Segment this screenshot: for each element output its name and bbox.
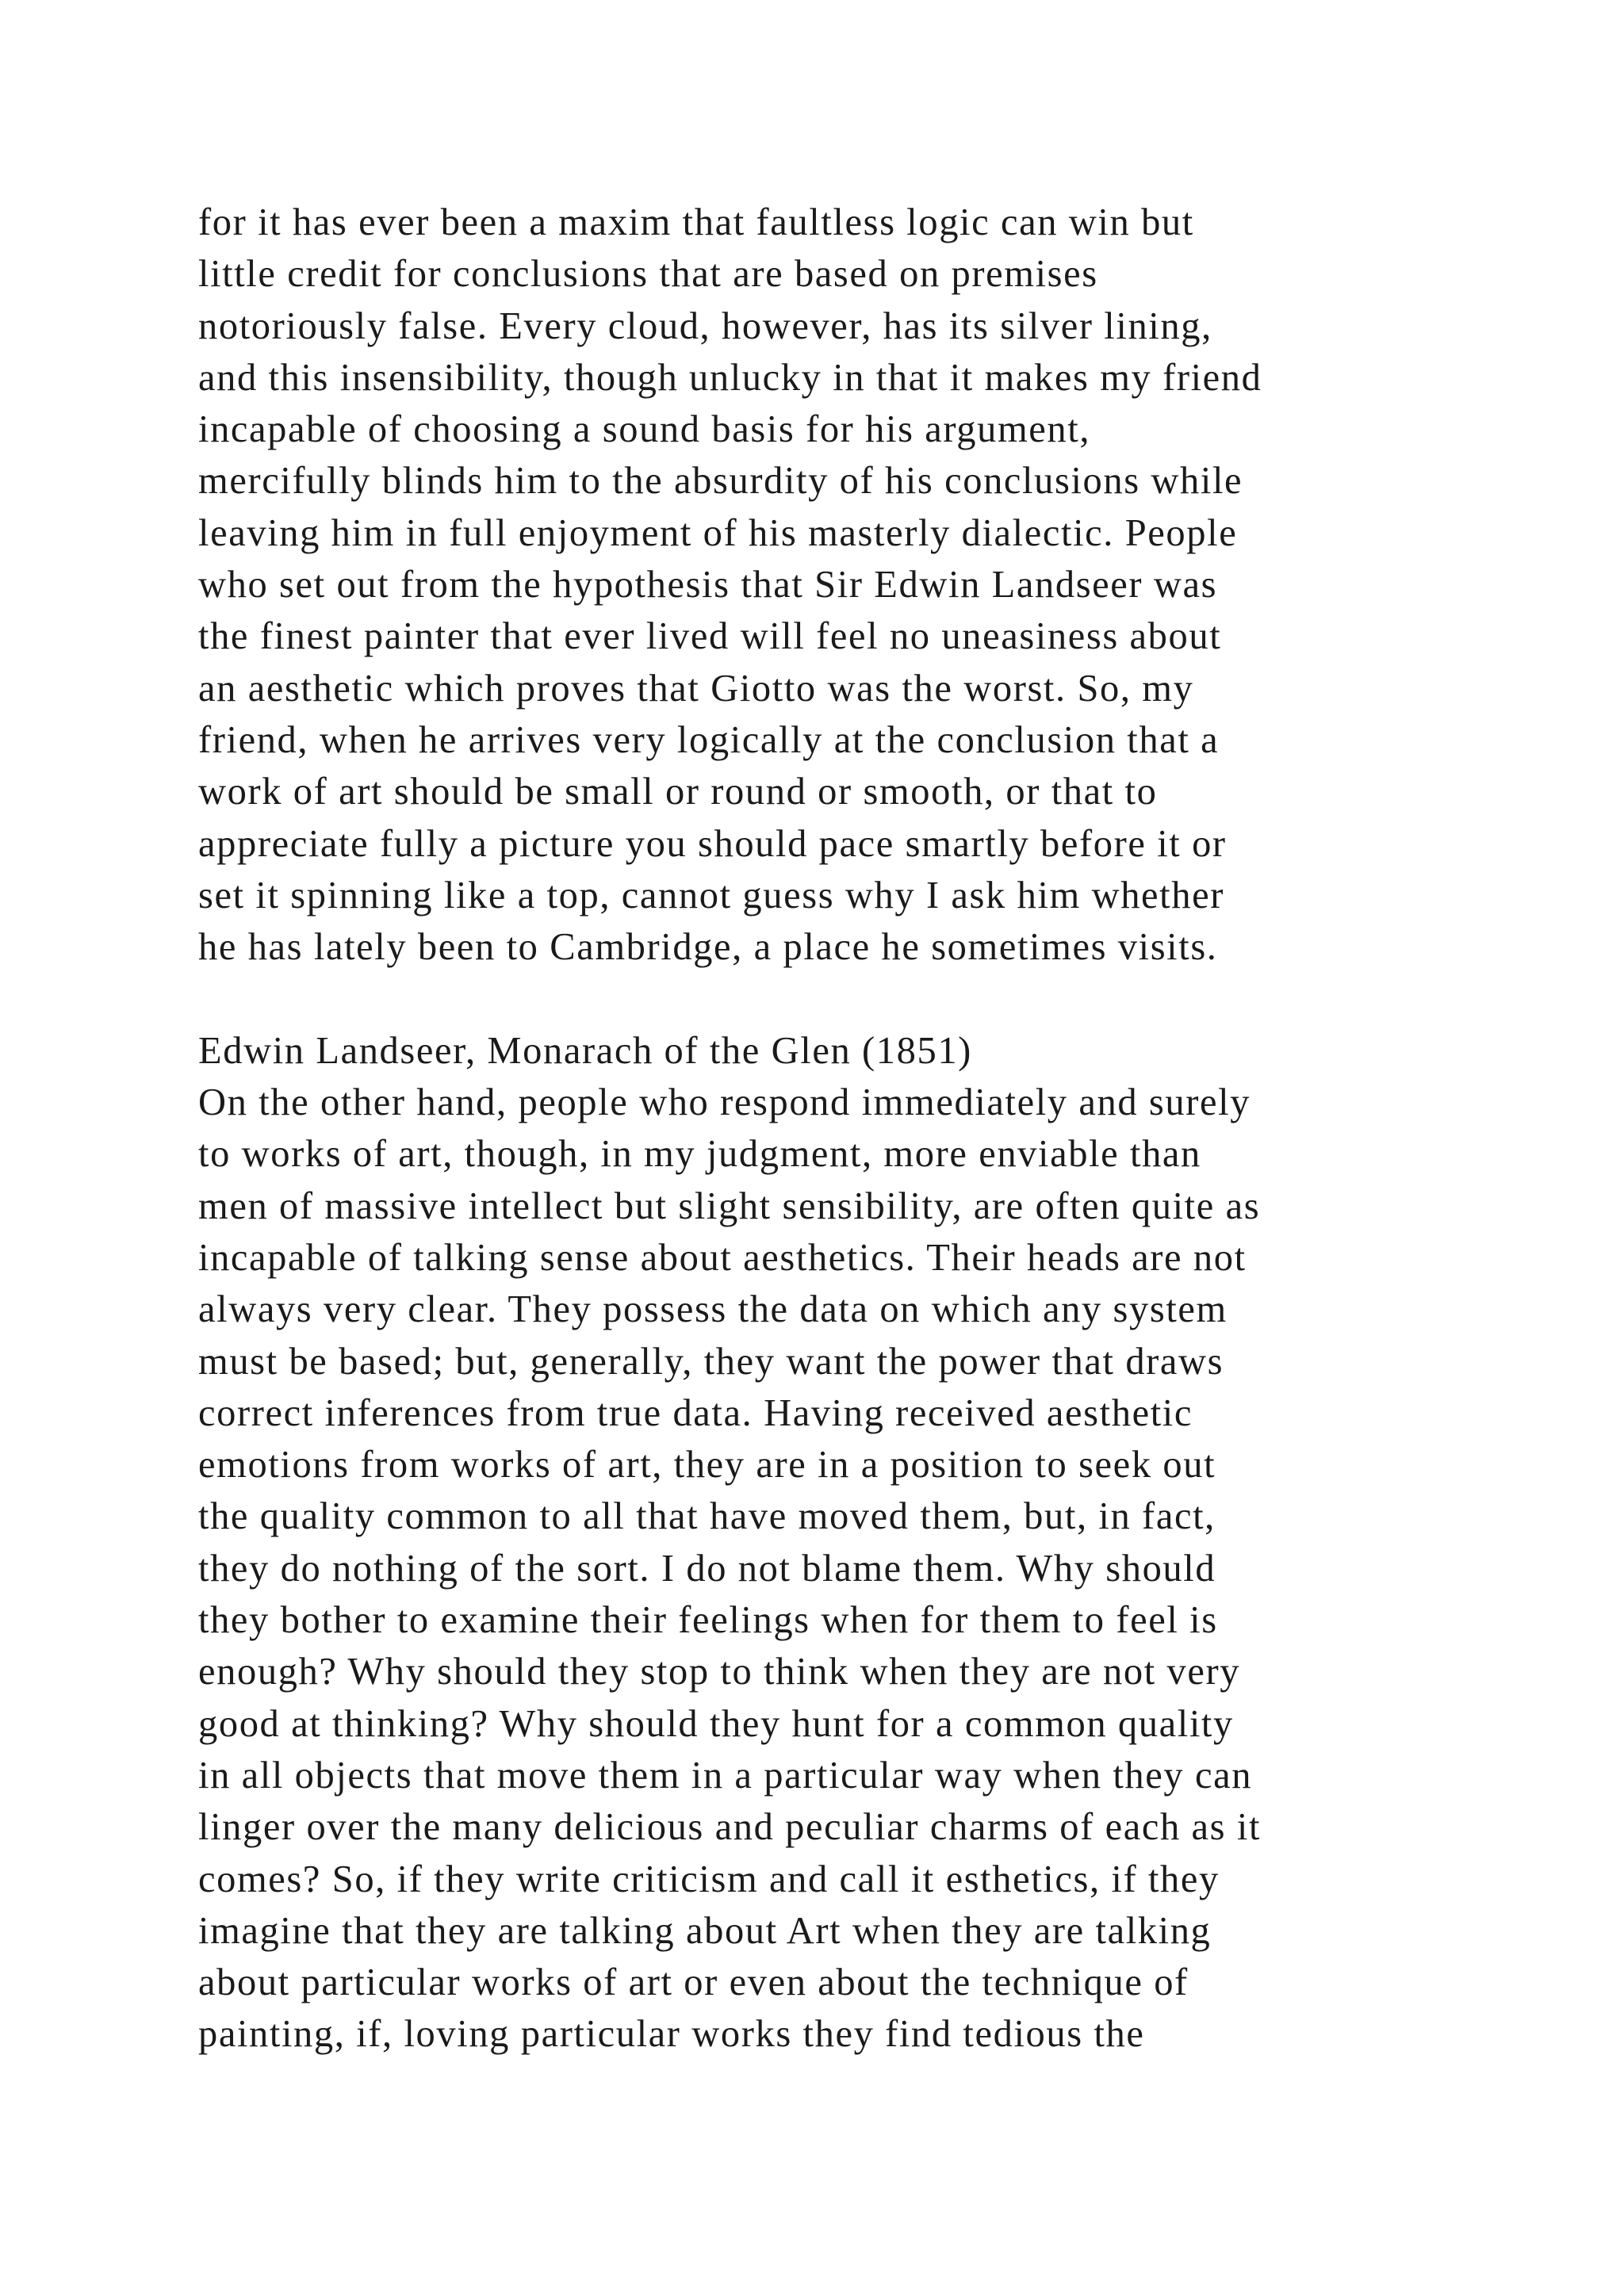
- text-line: work of art should be small or round or smooth, or that to: [198, 771, 1158, 813]
- text-line: imagine that they are talking about Art when they are talking: [198, 1909, 1212, 1952]
- text-line: the finest painter that ever lived will feel no uneasiness about: [198, 615, 1222, 658]
- text-line: mercifully blinds him to the absurdity of his conclusions while: [198, 460, 1243, 503]
- text-line: linger over the many delicious and peculiar charms of each as it: [198, 1806, 1262, 1849]
- text-line: comes? So, if they write criticism and call it esthetics, if they: [198, 1858, 1220, 1900]
- text-line: notoriously false. Every cloud, however, has its silver lining,: [198, 304, 1212, 347]
- text-line: friend, when he arrives very logically at the conclusion that a: [198, 718, 1220, 761]
- text-line: appreciate fully a picture you should pace smartly before it or: [198, 822, 1227, 865]
- text-line: and this insensibility, though unlucky in that it makes my friend: [198, 356, 1262, 399]
- paragraph-2: [198, 1077, 1483, 2061]
- text-line: must be based; but, generally, they want the power that draws: [198, 1340, 1224, 1383]
- text-line: leaving him in full enjoyment of his masterly dialectic. People: [198, 511, 1238, 554]
- text-line: about particular works of art or even about the technique of: [198, 1961, 1189, 2004]
- text-line: for it has ever been a maxim that faultless logic can win but: [198, 201, 1194, 243]
- text-line: they do nothing of the sort. I do not blame them. Why should: [198, 1547, 1216, 1590]
- text-line: On the other hand, people who respond immediately and surely: [198, 1081, 1251, 1124]
- text-line: the quality common to all that have moved them, but, in fact,: [198, 1495, 1216, 1538]
- text-line: correct inferences from true data. Having received aesthetic: [198, 1391, 1193, 1434]
- text-line: he has lately been to Cambridge, a place he sometimes visits.: [198, 926, 1218, 969]
- text-line: an aesthetic which proves that Giotto was the worst. So, my: [198, 667, 1194, 710]
- text-line: always very clear. They possess the data on which any system: [198, 1288, 1228, 1331]
- text-line: incapable of choosing a sound basis for his argument,: [198, 408, 1091, 451]
- text-line: to works of art, though, in my judgment, more enviable than: [198, 1133, 1201, 1176]
- text-line: little credit for conclusions that are based on premises: [198, 253, 1098, 296]
- text-line: men of massive intellect but slight sensibility, are often quite as: [198, 1184, 1261, 1227]
- image-caption: Edwin Landseer, Monarach of the Glen (1851): [198, 1029, 972, 1072]
- paragraph-1: [198, 197, 1483, 973]
- text-line: in all objects that move them in a particular way when they can: [198, 1754, 1253, 1797]
- text-line: set it spinning like a top, cannot guess why I ask him whether: [198, 874, 1224, 916]
- text-line: good at thinking? Why should they hunt for a common quality: [198, 1702, 1234, 1745]
- paragraph-spacer: [198, 973, 1483, 1024]
- text-line: emotions from works of art, they are in a position to seek out: [198, 1444, 1216, 1487]
- text-line: enough? Why should they stop to think when they are not very: [198, 1651, 1241, 1693]
- text-line: who set out from the hypothesis that Sir Edwin Landseer was: [198, 564, 1218, 607]
- text-line: painting, if, loving particular works they find tedious the: [198, 2013, 1145, 2056]
- body-text: [198, 197, 1483, 2061]
- text-line: they bother to examine their feelings when for them to feel is: [198, 1599, 1218, 1642]
- text-line: incapable of talking sense about aesthetics. Their heads are not: [198, 1236, 1247, 1279]
